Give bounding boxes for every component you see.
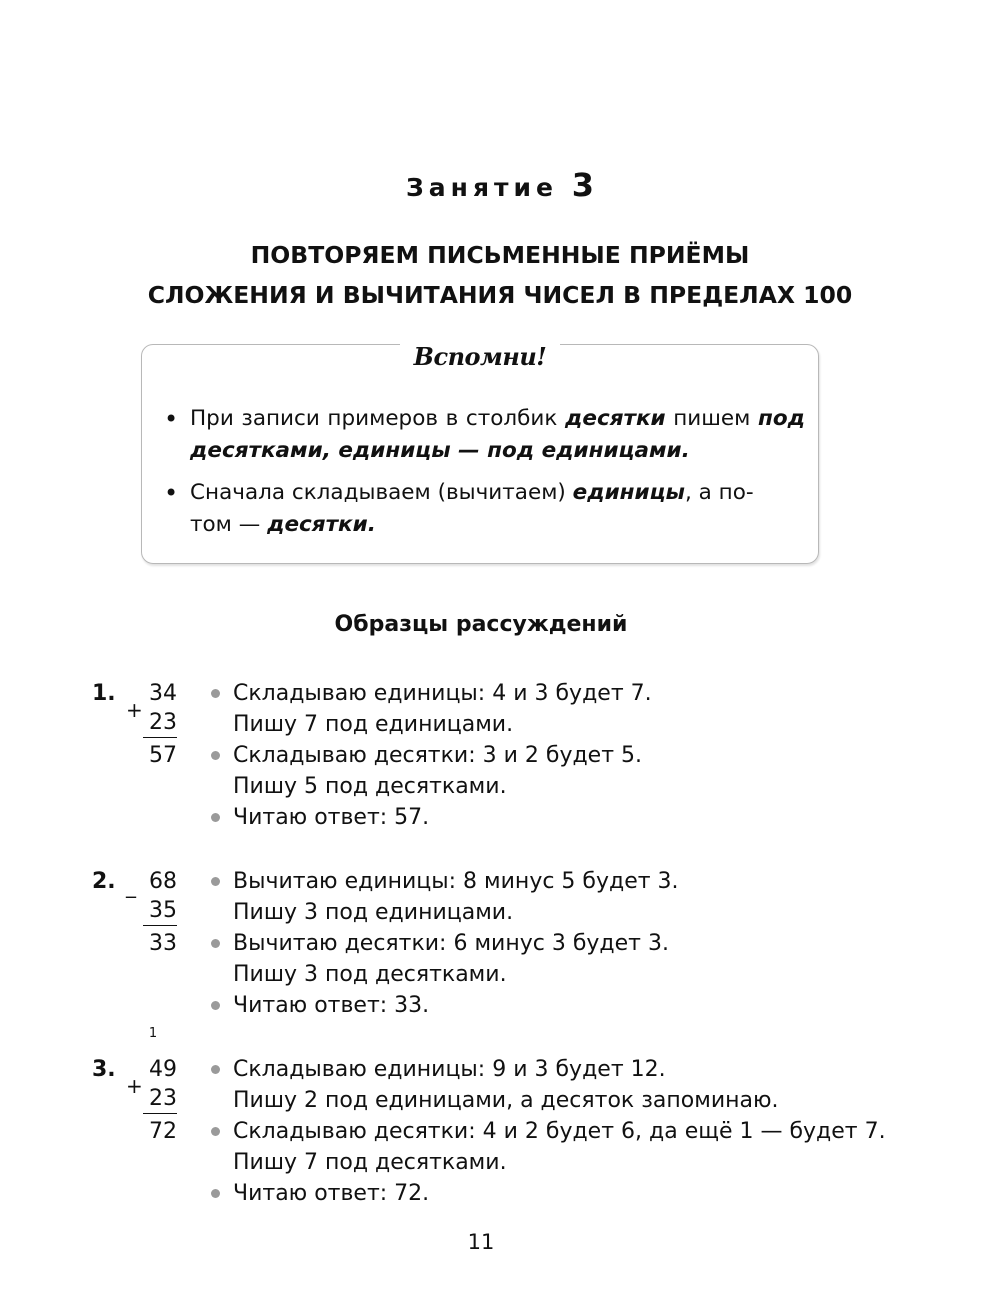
step-text: Читаю ответ: 57.: [233, 805, 430, 830]
reasoning-steps: [208, 1054, 886, 1209]
plus-sign: +: [126, 698, 143, 722]
example-1: [0, 678, 1000, 848]
step-line: [208, 1085, 886, 1116]
bullet-dot-icon: [211, 1065, 220, 1074]
rule-item: [160, 477, 805, 541]
rule-text: том —: [190, 512, 268, 537]
result: 72: [149, 1119, 177, 1144]
topic-heading: [0, 235, 1000, 315]
rule-emphasis: под десятками, единицы — под единицами.: [190, 406, 805, 463]
step-line: [208, 1147, 886, 1178]
remember-tab: [400, 330, 560, 384]
step-text: Пишу 7 под единицами.: [233, 712, 514, 737]
step-text: Складываю единицы: 4 и 3 будет 7.: [233, 681, 652, 706]
step-line: [208, 740, 652, 771]
step-line: [208, 771, 652, 802]
carry-digit: 1: [148, 1026, 158, 1041]
step-text: Пишу 3 под единицами.: [233, 900, 514, 925]
step-line: [208, 802, 652, 833]
lesson-title: [0, 166, 1000, 204]
step-text: Складываю десятки: 4 и 2 будет 6, да ещё 1 — будет 7.: [233, 1119, 886, 1144]
example-number: 2.: [92, 869, 116, 894]
result: 33: [149, 931, 177, 956]
rule-emphasis: единицы: [572, 480, 685, 505]
samples-title: Образцы рассуждений: [334, 612, 628, 637]
step-line: [208, 678, 652, 709]
remember-rules: [160, 403, 805, 551]
result: 57: [149, 743, 177, 768]
rule-item: [160, 403, 805, 467]
example-2: [0, 866, 1000, 1036]
bullet-dot-icon: [211, 1001, 220, 1010]
step-text: Складываю десятки: 3 и 2 будет 5.: [233, 743, 643, 768]
step-text: Пишу 5 под десятками.: [233, 774, 507, 799]
bullet-dot-icon: [211, 877, 220, 886]
step-text: Читаю ответ: 72.: [233, 1181, 430, 1206]
rule-text: При записи примеров в столбик: [190, 406, 565, 431]
top-operand: 49: [149, 1057, 177, 1082]
bullet-dot-icon: [211, 689, 220, 698]
bullet-dot-icon: [211, 1189, 220, 1198]
bullet-dot-icon: [211, 751, 220, 760]
step-line: [208, 897, 679, 928]
rule-emphasis: десятки.: [267, 512, 376, 537]
step-line: [208, 1116, 886, 1147]
bottom-operand: 35: [143, 897, 177, 926]
top-operand: 34: [149, 681, 177, 706]
step-line: [208, 1054, 886, 1085]
rule-text: пишем: [665, 406, 758, 431]
lesson-label: Занятие: [406, 173, 558, 202]
rule-text: , а по-: [684, 480, 754, 505]
example-number: 3.: [92, 1057, 116, 1082]
example-number: 1.: [92, 681, 116, 706]
bullet-dot-icon: [211, 939, 220, 948]
bottom-operand: 23: [143, 1085, 177, 1114]
rule-text: Сначала складываем (вычитаем): [190, 480, 573, 505]
minus-sign: _: [126, 874, 136, 898]
step-line: [208, 709, 652, 740]
step-text: Читаю ответ: 33.: [233, 993, 430, 1018]
top-operand: 68: [149, 869, 177, 894]
rule-emphasis: десятки: [565, 406, 666, 431]
step-line: [208, 990, 679, 1021]
step-text: Пишу 2 под единицами, а десяток запоминаю.: [233, 1088, 779, 1113]
page-number: 11: [467, 1230, 495, 1254]
lesson-number: 3: [571, 166, 594, 204]
step-line: [208, 959, 679, 990]
reasoning-steps: [208, 678, 652, 833]
step-text: Складываю единицы: 9 и 3 будет 12.: [233, 1057, 666, 1082]
remember-title: Вспомни!: [413, 342, 547, 371]
step-text: Пишу 3 под десятками.: [233, 962, 507, 987]
plus-sign: +: [126, 1074, 143, 1098]
step-text: Пишу 7 под десятками.: [233, 1150, 507, 1175]
step-text: Вычитаю десятки: 6 минус 3 будет 3.: [233, 931, 669, 956]
step-line: [208, 928, 679, 959]
bullet-dot-icon: [211, 1127, 220, 1136]
step-line: [208, 1178, 886, 1209]
reasoning-steps: [208, 866, 679, 1021]
step-line: [208, 866, 679, 897]
step-text: Вычитаю единицы: 8 минус 5 будет 3.: [233, 869, 679, 894]
bullet-dot-icon: [211, 813, 220, 822]
topic-line-2: СЛОЖЕНИЯ И ВЫЧИТАНИЯ ЧИСЕЛ В ПРЕДЕЛАХ 100: [147, 281, 853, 309]
topic-line-1: ПОВТОРЯЕМ ПИСЬМЕННЫЕ ПРИЁМЫ: [250, 241, 750, 269]
example-3: [0, 1026, 1000, 1224]
bottom-operand: 23: [143, 709, 177, 738]
